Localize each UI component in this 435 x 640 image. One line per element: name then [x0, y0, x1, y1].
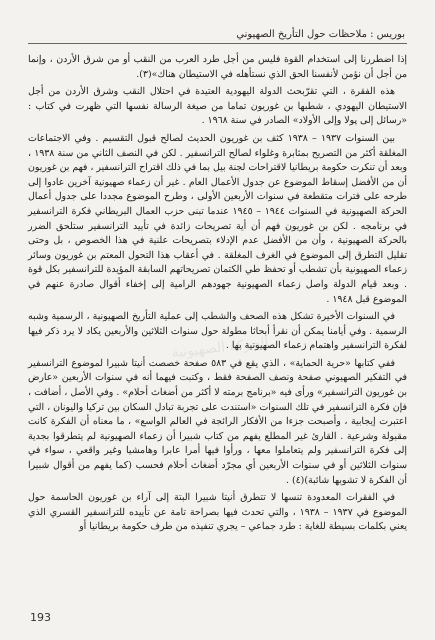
paragraph: إذا اضطررنا إلى استخدام القوة فليس من أجل طرد العرب من النقب أو من شرق الأردن ، وإنما من أجل أن نؤمن لأنفسنا الحق الذي نستأهله في الاستيطان هناك»(٣). [28, 54, 407, 80]
body-text [28, 53, 407, 535]
paragraph: في الفقرات المعدودة تنسها لا تتطرق أنيتا شبيرا البتة إلى آراء بن غوريون الحاسمة حول الموضوع في ١٩٣٧ – ١٩٣٨ ، والتي تحدث فيها بصراحة تامة عن تأييده للترانسفير القسري الذي يعني بكلمات بسيطة للغاية : طرد جماعي – يجري تنفيذه من طرف حكومة بريطانيا أو [28, 492, 407, 533]
page-number: 193 [30, 611, 51, 624]
running-head [28, 14, 407, 44]
paragraph: هذه الفقرة ، التي تقرّبحث الدولة اليهودية العتيدة في احتلال النقب وشرق الأردن من أجل الاستيطان اليهودي ، شطبها بن غوريون تماما من صيغة الرسالة نفسها التي ظهرت في كتاب : «رسائل إلى پولا وإلى الأولاد» الصادر في سنة ١٩٦٨ . [28, 86, 407, 127]
paragraph: في السنوات الأخيرة تشكل هذه الصحف والشطب إلى عملية التأريخ الصهيونية ، الرسمية وشبه الرسمية . وفي أيامنا يمكن أن نقرأ أبحاثا مطولة حول سنوات الثلاثين والأربعين يكاد لا يرد ذكر فيها لفكرة الترانسفير واهتمام زعماء الصهيونية بها . [28, 311, 407, 352]
paragraph: ففي كتابها «حرية الحماية» ، الذي يقع في ٥٨٣ صفحة خصصت أنيتا شبيرا لموضوع الترانسفير في التفكير الصهيوني صفحة ونصف الصفحة فقط ، وكتبت فيهما أنه في سنوات الأربعين «عارض بن غوريون الترانسفير» ورأى فيه «برنامج برمته لا أكثر من أضغاث أحلام» . وفي الأصل ، أضافت ، فإن فكرة الترانسفير في تلك السنوات «استندت على تجربة تبادل السكان بين تركيا واليونان ، التي اعتبرت إيجابية ، وأصبحت جزءا من الأفكار الرائجة في العالم الواسع» ، ما معناه أن الفكرة كانت مقبولة وشرعية . القارئ غير المطلع يفهم من كتاب شبيرا أن زعماء الصهيونية لم يتطرقوا بجدية إلى فكرة الترانسفير ولم يتعاملوا معها ، ورأوا فيها أمرا عابرا وهامشيا وغير واقعي ، سواء في سنوات الثلاثين أو في سنوات الأربعين أي مجرّد أضغاث أحلام فحسب (كما يفهم من أقوال شبيرا أن الفكرة لا تشوبها شائبة)(٤) . [28, 357, 407, 486]
paragraph: بين السنوات ١٩٣٧ – ١٩٣٨ كثف بن غوريون الحديث لصالح قبول التقسيم . وفي الاجتماعات المغلقة أكثر من التصريح بمثابرة وغلواء لصالح الترانسفير . لكن في النصف الثاني من سنة ١٩٣٨ ، وبعد أن تنكرت حكومة بريطانيا لاقتراحات لجنة بيل بما في ذلك اقتراح الترانسفير ، فهم بن غوريون أن من الأفضل إسقاط الموضوع عن جدول الأعمال العام . غير أن زعماء صهيونية آخرين عادوا إلى طرحه على فترات متقطعة في سنوات الأربعين الأولى ، وطرح الموضوع مجددا على جدول أعمال الحركة الصهيونية في السنوات ١٩٤٤ – ١٩٤٥ عندما تبنى حزب العمال البريطاني فكرة الترانسفير في برنامجه . لكن بن غوريون فهم أن أية تصريحات زائدة في تأييد الترانسفير ستلحق الضرر بالحركة الصهيونية ، وأن من الأفضل عدم الإدلاء بتصريحات علنية في هذا الخصوص ، بل وحتى تقليل التطرق إلى الموضوع في الغرف المغلقة . في أعقاب هذا التحول المعتم بن غوريون وسائر زعماء الصهيونية بأن تشطب أو تحفظ طي الكتمان تصريحاتهم السابقة المؤيدة للترانسفير بكل قوة . وبعد قيام الدولة واصل زعماء الصهيونية جهودهم الرامية إلى إخفاء أقوال صادرة عنهم في الموضوع قبل ١٩٤٨ . [28, 132, 407, 305]
running-head-text: بوريس : ملاحظات حول التأريخ الصهيوني [236, 29, 405, 40]
watermark: الحركة الصهيونية [170, 334, 270, 362]
